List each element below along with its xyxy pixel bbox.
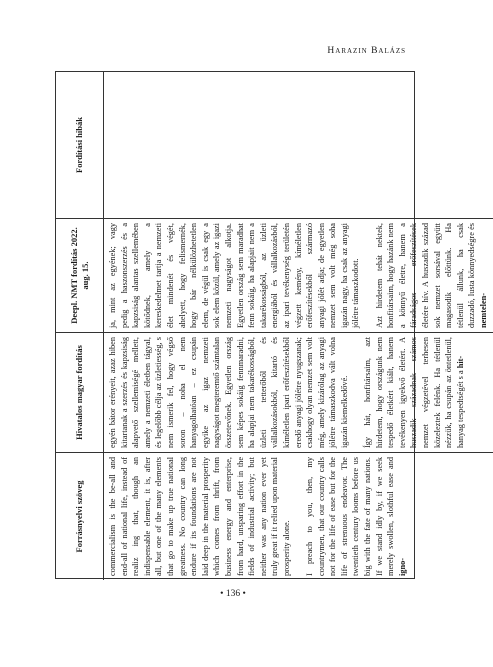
official-paragraph-2	[362, 337, 466, 448]
header-source-text: Forrásnyelvi szöveg	[56, 452, 104, 580]
cell-source-text	[104, 452, 493, 580]
official-paragraph-2-text: Így hát, honfitársaim, azt hirdetem, hogy országunk nem tespedő életkért kiált, hanem tevékenyen igyekvő életért. A huszadik századnak számos nemzet végzetével terhesen közeleztek felénk. Ha tétlenül nézzük, ha csupán az öntetlenül, hanyag tespedtségét s a	[363, 337, 465, 448]
page-number: • 136 •	[220, 589, 246, 599]
running-head: Harazin Balázs	[327, 46, 406, 56]
header-translation-errors: Fordítási hibák	[56, 72, 104, 218]
header-official-translation: Hivatalos magyar fordítás	[56, 332, 104, 452]
cell-deepl-translation	[104, 218, 493, 332]
translation-table	[55, 71, 488, 579]
source-paragraph-2	[304, 457, 408, 576]
deepl-paragraph-2-bold: nemtelen-	[479, 292, 488, 328]
official-paragraph-2-bold: hit-	[455, 355, 465, 369]
deepl-paragraph-2-text: Azt hirdetem tehát nektek, honfitársaim, hogy hazánk nem a könnyű életre, hanem a fáradságos erőfeszítések életére hív. A huszadik század sok nemzet sorsával együtt magasodik előttünk. Ha tétlenül állunk, ha csak duzzadó, lusta könnyedségre és	[374, 223, 477, 328]
rotated-table-body	[56, 72, 488, 580]
official-paragraph-1: egyén bátor erényeit, azaz hiben kitartanak a szerzés és kapzsiság alapvető szellemiségé mellett, amely a nemzeti életben tágyal, és legelőbb célja az üzletiesség, s nem ismerik fel, hogy végső soron – noha el nem hanyagolhatóan – ez csupán egyike az igaz nemzeti nagyságot megteremtő számtalan összetevőnek. Egyetlen ország sem képes sokáig fennmaradni, ha alapjai nem takarékosságból, üzleti tetterőből és vállalkozásokból, kitartó és kíméletlen ipari erőfeszítésekből eredő anyagi jólétre nyugszanak; csakhogy olyan nemzet sem volt még, amely kizárólag az anyagi jólétre támaszkodva vált volna igazán kiemelkedővé.	[108, 337, 349, 448]
source-paragraph-2-bold: igno-	[397, 558, 407, 576]
cell-official-translation	[104, 332, 493, 452]
deepl-paragraph-1: ja, mint az egyének; vagy pedig a haszonszerzés és a kapzsiság alantas szellemében kötődnek, amely a kereskedelmet tartja a nemzeti élet mindenét és végét, ahelyett, hogy felismernék, hogy bár nélkülözhetetlen elem, de végül is csak egy a sok elem közül, amely az igazi nemzeti nagyságot alkotja. Egyetlen ország sem maradhat fenn sokáig, ha alapjait nem a takarékosságból, az üzleti energiából és vállalkozásból, az ipari tevékenység területén végzett kemény, kíméletlen erőfeszítésekből származó anyagi jólét adja; de egyetlen nemzet sem volt még soha igazán nagy, ha csak az anyagi jólétre támaszkodott.	[108, 223, 361, 328]
deepl-paragraph-2	[374, 223, 490, 328]
cell-translation-errors	[104, 72, 493, 218]
source-paragraph-1: commercialism is the be-all and end-all of national life, instead of realiz ing that, though an indispensable element, it is, after all, but one of the many elements that go to make up true national greatness. No country can long endure if its foundations are not laid deep in the material prosperity which comes from thrift, from business energy and enterprise, from hard, unsparing effort in the fields of industrial activity; but neither was any nation ever yet truly great if it relied upon material prosperity alone.	[108, 457, 291, 576]
header-deepl-translation: Deepl. NMT fordítás 2022. aug. 15.	[56, 218, 104, 332]
source-paragraph-2-text: I preach to you, then, my countrymen, that our country calls not for the life of ease but for the life of strenuous endeavor. The twentieth century looms before us big with the fate of many nations. If we stand idly by, if we seek merely swollen, slothful ease and	[305, 457, 396, 576]
